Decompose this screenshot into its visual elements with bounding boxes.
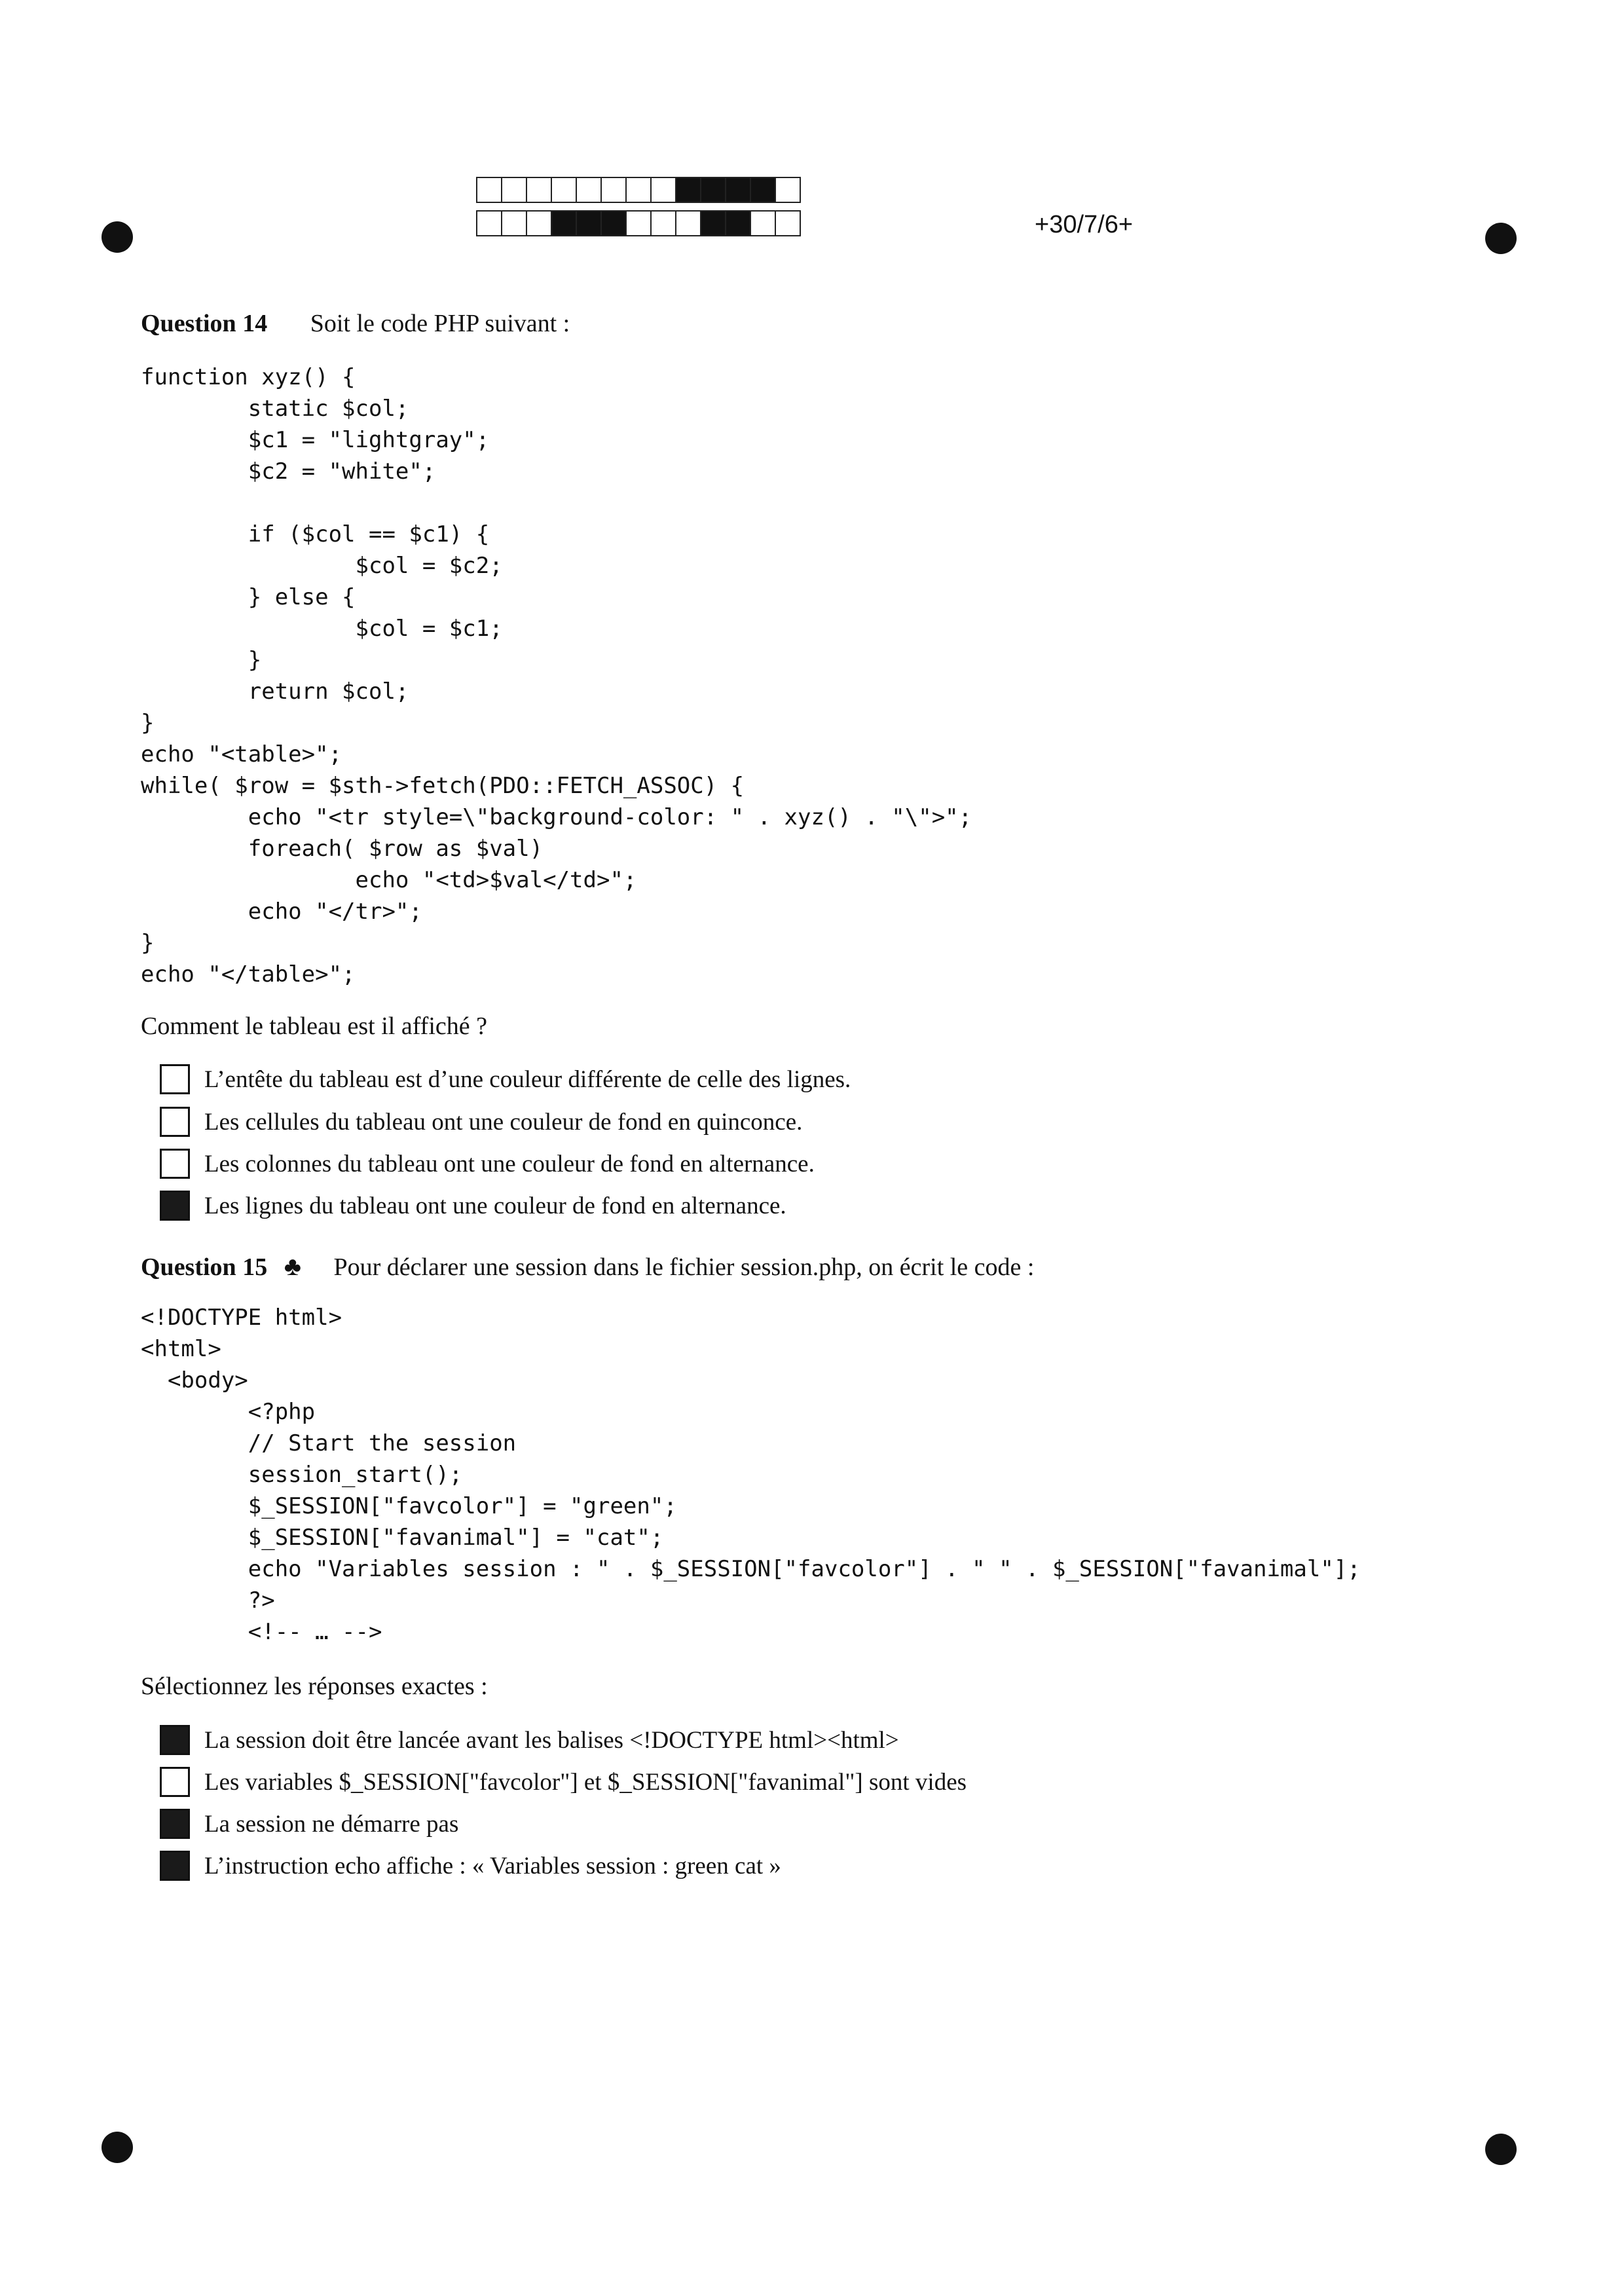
q15-option-3-checkbox[interactable] [160, 1809, 190, 1839]
q14-option-2-label: Les cellules du tableau ont une couleur de fond en quinconce. [204, 1108, 803, 1136]
q14-option-3-checkbox[interactable] [160, 1149, 190, 1179]
barcode-row-2-cell-2 [501, 210, 527, 236]
barcode-row-1-cell-2 [501, 177, 527, 203]
barcode-row-2-cell-6 [600, 210, 627, 236]
question-14-title [141, 309, 570, 338]
barcode-row-1-cell-12 [750, 177, 776, 203]
q15-option-4-label: L’instruction echo affiche : « Variables session : green cat » [204, 1852, 781, 1879]
barcode-row-1-cell-13 [775, 177, 801, 203]
q15-option-3-label: La session ne démarre pas [204, 1810, 459, 1838]
barcode-row-2-cell-4 [551, 210, 577, 236]
barcode-row-1-cell-6 [600, 177, 627, 203]
barcode-row-2-cell-1 [476, 210, 502, 236]
barcode-row-1-cell-4 [551, 177, 577, 203]
registration-mark-bottom-left [101, 2132, 133, 2163]
question-15-label: Question 15 [141, 1253, 268, 1281]
q14-option-1[interactable] [160, 1063, 851, 1096]
q15-option-4-checkbox[interactable] [160, 1851, 190, 1881]
q14-option-3[interactable] [160, 1147, 815, 1180]
q14-option-1-label: L’entête du tableau est d’une couleur différente de celle des lignes. [204, 1065, 851, 1093]
q15-option-3[interactable] [160, 1807, 458, 1840]
q15-option-2[interactable] [160, 1766, 967, 1798]
q14-option-4-label: Les lignes du tableau ont une couleur de fond en alternance. [204, 1192, 786, 1219]
question-14-text: Soit le code PHP suivant : [310, 310, 570, 337]
barcode-row-1-cell-9 [675, 177, 701, 203]
question-14-code: function xyz() { static $col; $c1 = "lightgray"; $c2 = "white"; if ($col == $c1) { $col = $c2; } else { $col = $c1; } return $col; } echo "<table>"; while( $row = $sth->fetch(PDO::FETCH_ASSOC) { echo "<tr style=\"background-color: " . xyz() . "\">"; foreach( $row as $val) echo "<td>$val</td>"; echo "</tr>"; } echo "</table>"; [141, 364, 972, 988]
question-15-prompt: Sélectionnez les réponses exactes : [141, 1673, 488, 1700]
barcode-row-1-cell-5 [576, 177, 602, 203]
barcode-row-2-cell-3 [526, 210, 552, 236]
barcode-row-2-cell-7 [625, 210, 652, 236]
q15-option-2-label: Les variables $_SESSION["favcolor"] et $_SESSION["favanimal"] sont vides [204, 1768, 967, 1796]
q15-option-2-checkbox[interactable] [160, 1767, 190, 1797]
question-15-title [141, 1251, 1034, 1282]
q15-option-1[interactable] [160, 1724, 899, 1756]
q14-option-2[interactable] [160, 1105, 802, 1138]
barcode-row-2-cell-11 [725, 210, 751, 236]
question-14-label: Question 14 [141, 310, 268, 337]
q15-option-1-label: La session doit être lancée avant les balises <!DOCTYPE html><html> [204, 1726, 899, 1754]
page-barcode-row-2 [476, 210, 800, 238]
barcode-row-1-cell-1 [476, 177, 502, 203]
question-15-text: Pour déclarer une session dans le fichier session.php, on écrit le code : [333, 1253, 1035, 1281]
barcode-row-1-cell-3 [526, 177, 552, 203]
barcode-row-2-cell-12 [750, 210, 776, 236]
barcode-row-2-cell-8 [650, 210, 676, 236]
barcode-row-2-cell-9 [675, 210, 701, 236]
registration-mark-bottom-right [1485, 2134, 1517, 2165]
registration-mark-top-left [101, 221, 133, 253]
barcode-row-1-cell-7 [625, 177, 652, 203]
question-15-code: <!DOCTYPE html> <html> <body> <?php // Start the session session_start(); $_SESSION["favcolor"] = "green"; $_SESSION["favanimal"] = "cat"; echo "Variables session : " . $_SESSION["favcolor"] . " " . $_SESSION["favanimal"]; ?> <!-- … --> [141, 1305, 1361, 1645]
q14-option-4[interactable] [160, 1189, 786, 1222]
barcode-row-2-cell-13 [775, 210, 801, 236]
page-barcode-row-1 [476, 177, 800, 204]
q14-option-2-checkbox[interactable] [160, 1107, 190, 1137]
barcode-row-1-cell-10 [700, 177, 726, 203]
registration-mark-top-right [1485, 223, 1517, 254]
barcode-row-2-cell-5 [576, 210, 602, 236]
barcode-row-2-cell-10 [700, 210, 726, 236]
page-code: +30/7/6+ [1035, 211, 1134, 238]
q15-option-1-checkbox[interactable] [160, 1725, 190, 1755]
q14-option-3-label: Les colonnes du tableau ont une couleur de fond en alternance. [204, 1150, 815, 1177]
q14-option-4-checkbox[interactable] [160, 1191, 190, 1221]
barcode-row-1-cell-8 [650, 177, 676, 203]
question-14-prompt: Comment le tableau est il affiché ? [141, 1012, 487, 1040]
club-icon: ♣ [284, 1251, 301, 1281]
q14-option-1-checkbox[interactable] [160, 1064, 190, 1094]
q15-option-4[interactable] [160, 1849, 781, 1882]
barcode-row-1-cell-11 [725, 177, 751, 203]
